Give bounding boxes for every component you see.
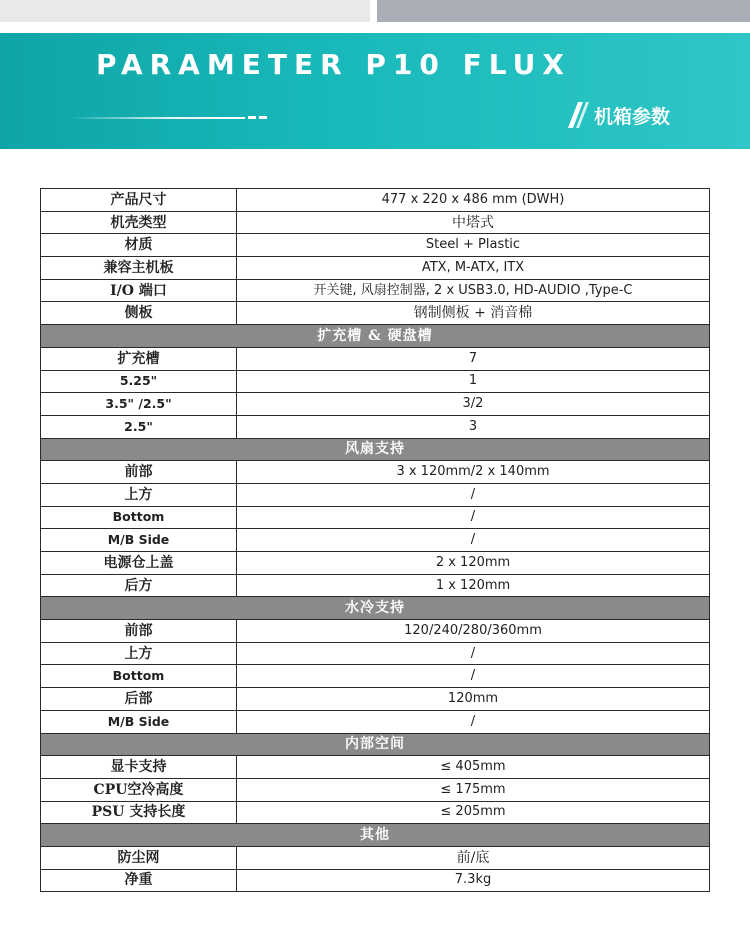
row-label: 后部 (41, 688, 237, 711)
row-label: 2.5" (41, 415, 237, 438)
section-header-row (41, 824, 710, 847)
top-strip-left (0, 0, 370, 22)
row-value: / (237, 710, 710, 733)
row-label: CPU空冷高度 (41, 778, 237, 801)
row-value: ATX, M-ATX, ITX (237, 257, 710, 280)
row-value: 2 x 120mm (237, 552, 710, 575)
table-row (41, 642, 710, 665)
table-row (41, 529, 710, 552)
row-value: 3 (237, 415, 710, 438)
row-label: 上方 (41, 642, 237, 665)
row-label: 净重 (41, 869, 237, 892)
row-value: ≤ 175mm (237, 778, 710, 801)
row-value: 钢制侧板 + 消音棉 (237, 302, 710, 325)
table-row (41, 756, 710, 779)
row-label: 前部 (41, 461, 237, 484)
row-label: Bottom (41, 665, 237, 688)
table-row (41, 302, 710, 325)
table-row (41, 574, 710, 597)
row-value: / (237, 529, 710, 552)
row-value: ≤ 405mm (237, 756, 710, 779)
row-value: / (237, 506, 710, 529)
row-value: / (237, 642, 710, 665)
table-row (41, 393, 710, 416)
table-row (41, 620, 710, 643)
row-value: 477 x 220 x 486 mm (DWH) (237, 189, 710, 212)
row-value: 开关键, 风扇控制器, 2 x USB3.0, HD-AUDIO ,Type-C (237, 279, 710, 302)
row-value: 1 x 120mm (237, 574, 710, 597)
table-row (41, 461, 710, 484)
section-header: 风扇支持 (41, 438, 710, 461)
section-header-row (41, 438, 710, 461)
section-header: 其他 (41, 824, 710, 847)
row-label: M/B Side (41, 529, 237, 552)
banner-accent-dash (259, 116, 267, 119)
table-row (41, 846, 710, 869)
top-strip-right (377, 0, 750, 22)
table-row (41, 279, 710, 302)
page-subtitle: 机箱参数 (594, 106, 671, 128)
row-label: I/O 端口 (41, 279, 237, 302)
row-value: 前/底 (237, 846, 710, 869)
table-row (41, 257, 710, 280)
row-label: 侧板 (41, 302, 237, 325)
section-header: 内部空间 (41, 733, 710, 756)
table-row (41, 506, 710, 529)
row-label: 显卡支持 (41, 756, 237, 779)
table-row (41, 778, 710, 801)
row-value: 中塔式 (237, 211, 710, 234)
table-row (41, 483, 710, 506)
row-value: 1 (237, 370, 710, 393)
row-label: 材质 (41, 234, 237, 257)
row-value: 3 x 120mm/2 x 140mm (237, 461, 710, 484)
row-label: 扩充槽 (41, 347, 237, 370)
spec-table (40, 188, 710, 892)
table-row (41, 370, 710, 393)
row-label: Bottom (41, 506, 237, 529)
row-value: ≤ 205mm (237, 801, 710, 824)
row-label: 产品尺寸 (41, 189, 237, 212)
row-label: 上方 (41, 483, 237, 506)
section-header: 水冷支持 (41, 597, 710, 620)
table-row (41, 211, 710, 234)
row-value: 7 (237, 347, 710, 370)
spec-table-body (41, 189, 710, 892)
banner-accent-line (70, 117, 245, 119)
table-row (41, 801, 710, 824)
row-label: 机壳类型 (41, 211, 237, 234)
row-value: / (237, 665, 710, 688)
row-value: Steel + Plastic (237, 234, 710, 257)
table-row (41, 234, 710, 257)
table-row (41, 869, 710, 892)
row-label: M/B Side (41, 710, 237, 733)
row-value: / (237, 483, 710, 506)
row-label: 后方 (41, 574, 237, 597)
row-label: 电源仓上盖 (41, 552, 237, 575)
section-header: 扩充槽 & 硬盘槽 (41, 325, 710, 348)
row-value: 120mm (237, 688, 710, 711)
section-header-row (41, 597, 710, 620)
row-value: 7.3kg (237, 869, 710, 892)
row-value: 120/240/280/360mm (237, 620, 710, 643)
row-label: PSU 支持长度 (41, 801, 237, 824)
table-row (41, 189, 710, 212)
page-title: PARAMETER P10 FLUX (96, 48, 571, 81)
table-row (41, 688, 710, 711)
table-row (41, 665, 710, 688)
table-row (41, 415, 710, 438)
section-header-row (41, 325, 710, 348)
slash-icon (564, 100, 594, 130)
table-row (41, 347, 710, 370)
section-header-row (41, 733, 710, 756)
table-row (41, 710, 710, 733)
row-label: 3.5" /2.5" (41, 393, 237, 416)
row-label: 兼容主机板 (41, 257, 237, 280)
row-label: 前部 (41, 620, 237, 643)
table-row (41, 552, 710, 575)
row-label: 防尘网 (41, 846, 237, 869)
banner-accent-dash (248, 116, 256, 119)
row-value: 3/2 (237, 393, 710, 416)
row-label: 5.25" (41, 370, 237, 393)
